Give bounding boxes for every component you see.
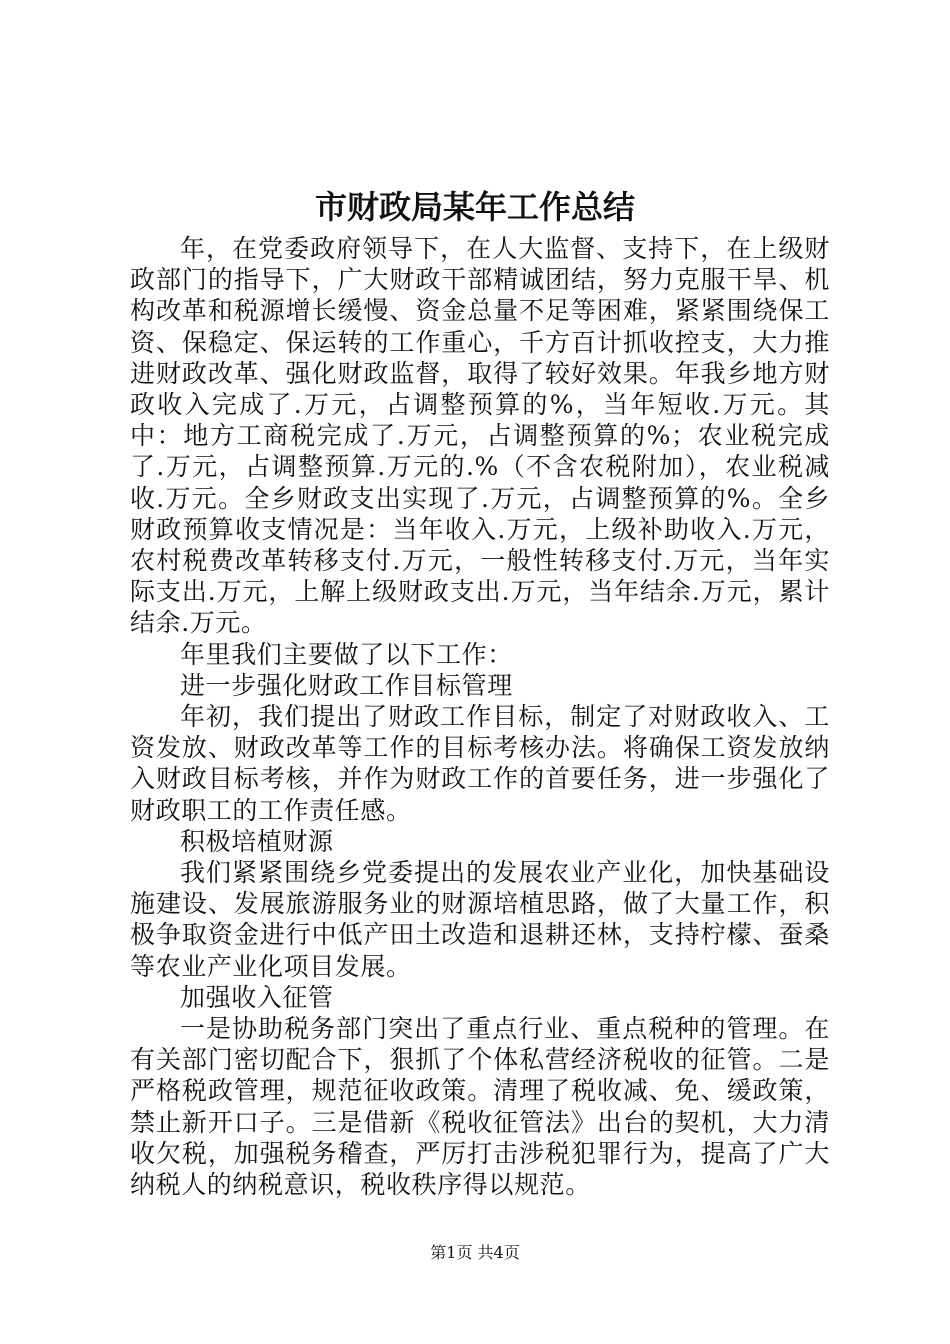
page-number-footer: 第1页 共4页 xyxy=(430,1243,520,1262)
paragraph-revenue-sources: 我们紧紧围绕乡党委提出的发展农业产业化，加快基础设施建设、发展旅游服务业的财源培植思路，做了大量工作，积极争取资金进行中低产田土改造和退耕还林，支持柠檬、蚕桑等农业产业化项目发展。 xyxy=(130,858,830,981)
paragraph-target-management: 年初，我们提出了财政工作目标，制定了对财政收入、工资发放、财政改革等工作的目标考核办法。将确保工资发放纳入财政目标考核，并作为财政工作的首要任务，进一步强化了财政职工的工作责任感。 xyxy=(130,702,830,825)
document-title: 市财政局某年工作总结 xyxy=(314,188,635,226)
paragraph-intro: 年，在党委政府领导下，在人大监督、支持下，在上级财政部门的指导下，广大财政干部精诚团结，努力克服干旱、机构改革和税源增长缓慢、资金总量不足等困难，紧紧围绕保工资、保稳定、保运转的工作重心，千方百计抓收控支，大力推进财政改革、强化财政监督，取得了较好效果。年我乡地方财政收入完成了.万元，占调整预算的%，当年短收.万元。其中：地方工商税完成了.万元，占调整预算的%；农业税完成了.万元，占调整预算.万元的.%（不含农税附加），农业税减收.万元。全乡财政支出实现了.万元，占调整预算的%。全乡财政预算收支情况是：当年收入.万元，上级补助收入.万元，农村税费改革转移支付.万元，一般性转移支付.万元，当年实际支出.万元，上解上级财政支出.万元，当年结余.万元，累计结余.万元。 xyxy=(130,234,830,638)
paragraph-work-lead: 年里我们主要做了以下工作： xyxy=(180,639,513,669)
paragraph-collection: 一是协助税务部门突出了重点行业、重点税种的管理。在有关部门密切配合下，狠抓了个体私营经济税收的征管。二是严格税政管理，规范征收政策。清理了税收减、免、缓政策，禁止新开口子。三是借新《税收征管法》出台的契机，大力清收欠税，加强税务稽查，严厉打击涉税犯罪行为，提高了广大纳税人的纳税意识，税收秩序得以规范。 xyxy=(130,1014,830,1200)
document-body xyxy=(130,233,830,1200)
section-heading-collection: 加强收入征管 xyxy=(180,982,334,1012)
section-heading-target-management: 进一步强化财政工作目标管理 xyxy=(180,670,513,700)
section-heading-revenue-sources: 积极培植财源 xyxy=(180,826,334,856)
